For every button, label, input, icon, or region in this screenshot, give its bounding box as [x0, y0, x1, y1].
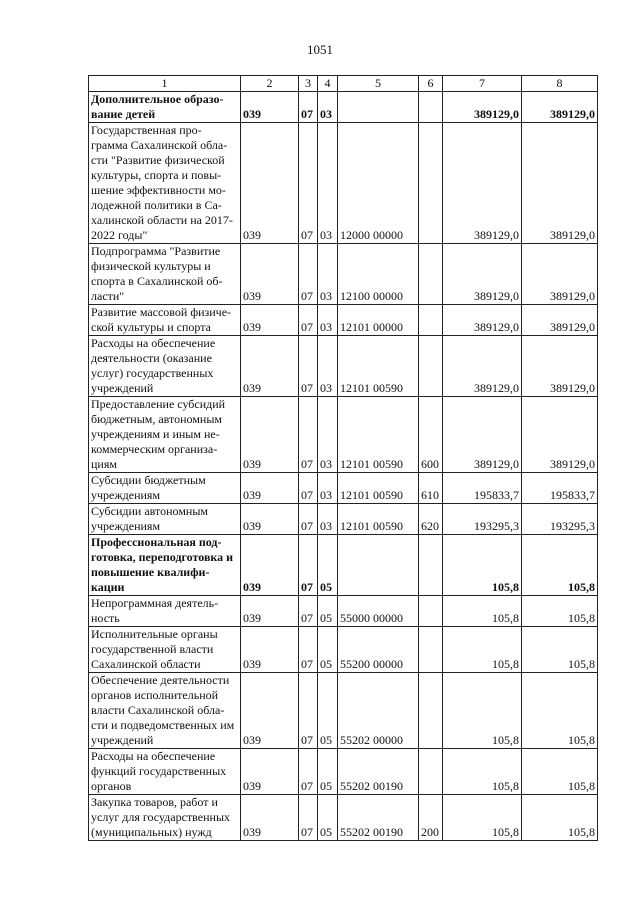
row-amount-1: 105,8: [443, 673, 522, 749]
row-admin-code: 039: [241, 123, 299, 244]
row-admin-code: 039: [241, 627, 299, 673]
table-row: [89, 749, 598, 795]
row-subsection: 05: [318, 749, 338, 795]
row-amount-1: 389129,0: [443, 305, 522, 336]
table-body: [89, 92, 598, 841]
row-target-article: 55202 00190: [338, 749, 419, 795]
row-subsection: 03: [318, 504, 338, 535]
header-cell-3: 3: [299, 76, 318, 92]
row-expense-type: 600: [419, 397, 443, 473]
row-amount-2: 389129,0: [522, 92, 598, 123]
header-cell-7: 7: [443, 76, 522, 92]
row-target-article: [338, 535, 419, 596]
row-expense-type: [419, 92, 443, 123]
row-section: 07: [299, 795, 318, 841]
table-row: [89, 244, 598, 305]
row-section: 07: [299, 627, 318, 673]
row-target-article: 12000 00000: [338, 123, 419, 244]
table-row: [89, 596, 598, 627]
row-amount-1: 105,8: [443, 627, 522, 673]
row-expense-type: [419, 596, 443, 627]
row-name: Расходы на обеспечение деятельности (оказание услуг) государственных учреждений: [89, 336, 241, 397]
row-amount-2: 389129,0: [522, 305, 598, 336]
row-section: 07: [299, 749, 318, 795]
row-admin-code: 039: [241, 473, 299, 504]
table-row: [89, 336, 598, 397]
row-expense-type: [419, 627, 443, 673]
row-expense-type: 620: [419, 504, 443, 535]
row-amount-2: 193295,3: [522, 504, 598, 535]
row-amount-1: 389129,0: [443, 244, 522, 305]
row-subsection: 05: [318, 535, 338, 596]
row-name: Закупка товаров, работ и услуг для государственных (муниципальных) нужд: [89, 795, 241, 841]
table-row: [89, 795, 598, 841]
row-amount-2: 105,8: [522, 673, 598, 749]
header-cell-5: 5: [338, 76, 419, 92]
row-target-article: 12101 00590: [338, 336, 419, 397]
row-amount-2: 389129,0: [522, 244, 598, 305]
row-subsection: 03: [318, 92, 338, 123]
row-name: Непрограммная деятель-ность: [89, 596, 241, 627]
table-row: [89, 123, 598, 244]
row-amount-1: 105,8: [443, 596, 522, 627]
row-amount-1: 389129,0: [443, 397, 522, 473]
row-subsection: 05: [318, 673, 338, 749]
row-expense-type: [419, 336, 443, 397]
row-section: 07: [299, 596, 318, 627]
row-subsection: 03: [318, 397, 338, 473]
row-expense-type: 610: [419, 473, 443, 504]
row-target-article: 55202 00190: [338, 795, 419, 841]
table-row: [89, 92, 598, 123]
row-name: Исполнительные органы государственной власти Сахалинской области: [89, 627, 241, 673]
row-amount-2: 389129,0: [522, 336, 598, 397]
row-admin-code: 039: [241, 673, 299, 749]
row-amount-1: 105,8: [443, 795, 522, 841]
row-name: Государственная про-грамма Сахалинской обла-сти "Развитие физической культуры, спорта и повы-шение эффективности мо-лодежной политики в Са-халинской области на 2017-2022 годы": [89, 123, 241, 244]
row-amount-1: 105,8: [443, 535, 522, 596]
row-target-article: 55200 00000: [338, 627, 419, 673]
row-target-article: 12101 00590: [338, 397, 419, 473]
row-section: 07: [299, 244, 318, 305]
header-cell-2: 2: [241, 76, 299, 92]
row-name: Развитие массовой физиче-ской культуры и спорта: [89, 305, 241, 336]
table-row: [89, 535, 598, 596]
table-row: [89, 673, 598, 749]
header-cell-6: 6: [419, 76, 443, 92]
row-admin-code: 039: [241, 397, 299, 473]
row-name: Расходы на обеспечение функций государственных органов: [89, 749, 241, 795]
row-amount-2: 105,8: [522, 596, 598, 627]
row-expense-type: [419, 673, 443, 749]
table-row: [89, 627, 598, 673]
row-section: 07: [299, 397, 318, 473]
row-target-article: 12100 00000: [338, 244, 419, 305]
row-expense-type: [419, 305, 443, 336]
row-subsection: 03: [318, 336, 338, 397]
row-target-article: [338, 92, 419, 123]
row-section: 07: [299, 673, 318, 749]
row-name: Подпрограмма "Развитие физической культуры и спорта в Сахалинской об-ласти": [89, 244, 241, 305]
row-amount-2: 195833,7: [522, 473, 598, 504]
row-expense-type: [419, 123, 443, 244]
row-section: 07: [299, 305, 318, 336]
page-number: 1051: [307, 42, 333, 57]
row-amount-2: 105,8: [522, 795, 598, 841]
row-expense-type: [419, 244, 443, 305]
row-section: 07: [299, 535, 318, 596]
row-admin-code: 039: [241, 336, 299, 397]
row-amount-2: 105,8: [522, 749, 598, 795]
row-admin-code: 039: [241, 596, 299, 627]
row-target-article: 55000 00000: [338, 596, 419, 627]
row-section: 07: [299, 336, 318, 397]
row-expense-type: [419, 535, 443, 596]
row-section: 07: [299, 504, 318, 535]
row-admin-code: 039: [241, 795, 299, 841]
row-section: 07: [299, 123, 318, 244]
row-subsection: 03: [318, 244, 338, 305]
row-admin-code: 039: [241, 92, 299, 123]
row-amount-1: 389129,0: [443, 336, 522, 397]
row-amount-2: 389129,0: [522, 123, 598, 244]
budget-table: [88, 75, 598, 841]
row-subsection: 05: [318, 795, 338, 841]
row-subsection: 03: [318, 473, 338, 504]
table-row: [89, 305, 598, 336]
row-admin-code: 039: [241, 535, 299, 596]
row-target-article: 12101 00590: [338, 473, 419, 504]
row-name: Профессиональная под-готовка, переподготовка и повышение квалифи-кации: [89, 535, 241, 596]
row-subsection: 03: [318, 123, 338, 244]
row-expense-type: [419, 749, 443, 795]
row-section: 07: [299, 92, 318, 123]
row-subsection: 03: [318, 305, 338, 336]
table-row: [89, 473, 598, 504]
row-amount-2: 105,8: [522, 535, 598, 596]
row-expense-type: 200: [419, 795, 443, 841]
row-amount-2: 389129,0: [522, 397, 598, 473]
row-target-article: 12101 00000: [338, 305, 419, 336]
table-row: [89, 397, 598, 473]
header-cell-4: 4: [318, 76, 338, 92]
row-name: Субсидии автономным учреждениям: [89, 504, 241, 535]
row-admin-code: 039: [241, 504, 299, 535]
row-amount-1: 195833,7: [443, 473, 522, 504]
row-subsection: 05: [318, 627, 338, 673]
row-amount-1: 389129,0: [443, 92, 522, 123]
row-name: Предоставление субсидий бюджетным, автономным учреждениям и иным не-коммерческим организа-циям: [89, 397, 241, 473]
header-row: [89, 76, 598, 92]
header-cell-8: 8: [522, 76, 598, 92]
row-admin-code: 039: [241, 305, 299, 336]
row-amount-1: 105,8: [443, 749, 522, 795]
row-section: 07: [299, 473, 318, 504]
row-name: Обеспечение деятельности органов исполнительной власти Сахалинской обла-сти и подведомственных им учреждений: [89, 673, 241, 749]
row-target-article: 55202 00000: [338, 673, 419, 749]
row-name: Дополнительное образо-вание детей: [89, 92, 241, 123]
table-header: [89, 76, 598, 92]
row-target-article: 12101 00590: [338, 504, 419, 535]
header-cell-1: 1: [89, 76, 241, 92]
row-subsection: 05: [318, 596, 338, 627]
row-amount-1: 193295,3: [443, 504, 522, 535]
row-admin-code: 039: [241, 749, 299, 795]
row-amount-1: 389129,0: [443, 123, 522, 244]
table-row: [89, 504, 598, 535]
row-admin-code: 039: [241, 244, 299, 305]
row-name: Субсидии бюджетным учреждениям: [89, 473, 241, 504]
row-amount-2: 105,8: [522, 627, 598, 673]
